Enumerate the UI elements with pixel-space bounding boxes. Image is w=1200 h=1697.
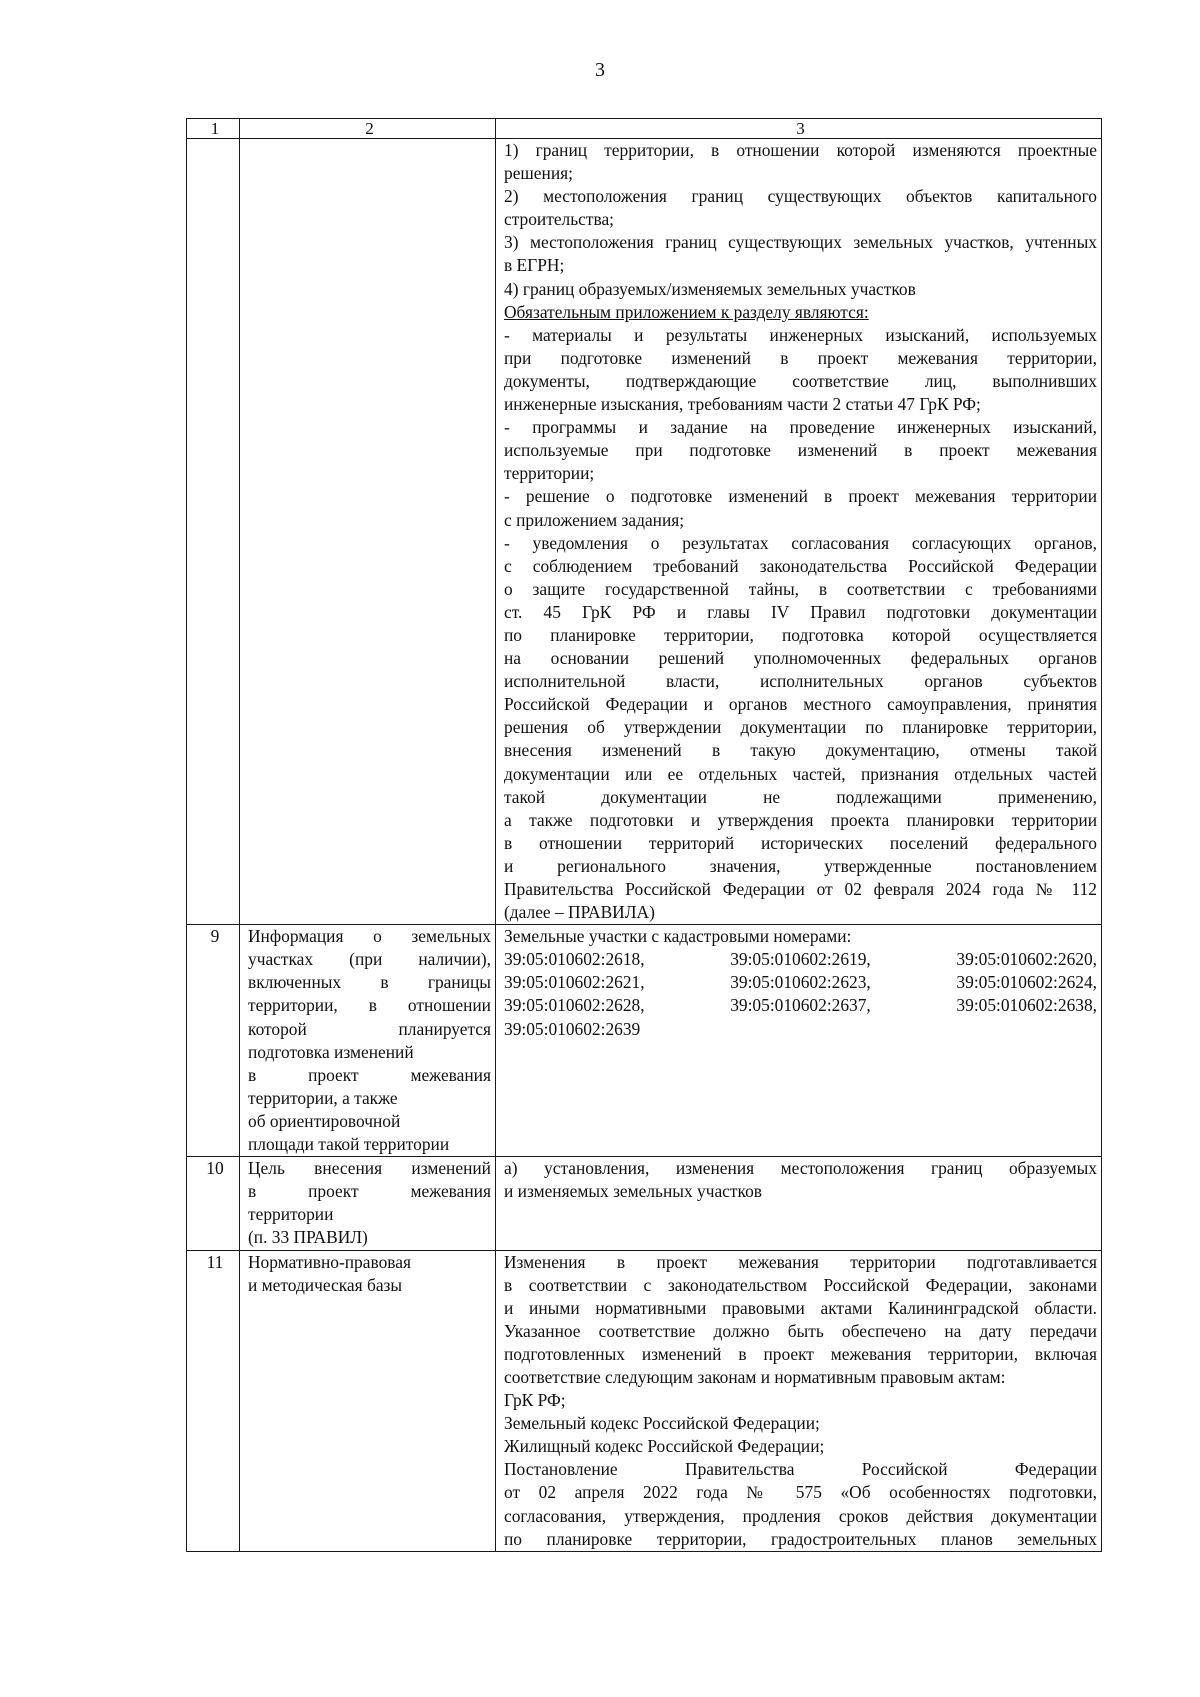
text-line: решения об утверждении документации по планировке территории, (504, 717, 1097, 738)
text-line: - уведомления о результатах согласования согласующих органов, (504, 532, 1097, 553)
cadastral-number: 39:05:010602:2619, (730, 949, 871, 970)
text-line: 4) границ образуемых/изменяемых земельных участков (504, 278, 916, 299)
text-line: при подготовке изменений в проект межевания территории, (504, 347, 1097, 368)
row-content-text (504, 1157, 1097, 1203)
text-line: площади такой территории (248, 1134, 450, 1155)
text-line: и методическая базы (248, 1274, 403, 1295)
cadastral-number: 39:05:010602:2638, (956, 995, 1097, 1016)
text-line: Обязательным приложением к разделу являются: (504, 301, 869, 322)
text-line: такой документации не подлежащими применению, (504, 786, 1097, 807)
table-header-row (187, 119, 1102, 139)
text-line: в ЕГРН; (504, 255, 565, 276)
text-line: и изменяемых земельных участков (504, 1181, 762, 1202)
row-content-cell (496, 1250, 1102, 1551)
row-number-cell (187, 139, 240, 925)
text-line: строительства; (504, 209, 615, 230)
text-line: ГрК РФ; (504, 1390, 566, 1411)
text-line: которой планируется (248, 1018, 491, 1039)
text-line: - материалы и результаты инженерных изысканий, используемых (504, 324, 1097, 345)
text-line: с соблюдением требований законодательства Российской Федерации (504, 555, 1097, 576)
row-label-text (248, 1251, 491, 1297)
text-line: 1) границ территории, в отношении которой изменяются проектные (504, 140, 1097, 160)
text-line: Земельный кодекс Российской Федерации; (504, 1413, 820, 1434)
text-line: территории (248, 1204, 334, 1225)
cadastral-number: 39:05:010602:2621, (504, 972, 645, 993)
row-number: 11 (187, 1250, 240, 1551)
text-line: соответствие следующим законам и нормативным правовым актам: (504, 1366, 1006, 1387)
continued-text (504, 139, 1097, 924)
text-line: с приложением задания; (504, 509, 685, 530)
text-line: и иными нормативными правовыми актами Калининградской области. (504, 1297, 1097, 1318)
header-col-2: 2 (240, 119, 496, 139)
table-row-continued (187, 139, 1102, 925)
text-line: 2) местоположения границ существующих объектов капитального (504, 186, 1097, 207)
row-label-text (248, 1157, 491, 1249)
row-label-cell (240, 139, 496, 925)
cadastral-number: 39:05:010602:2623, (730, 972, 871, 993)
row-number: 9 (187, 925, 240, 1157)
text-line: документации или ее отдельных частей, признания отдельных частей (504, 763, 1097, 784)
cadastral-number-list (504, 948, 1097, 1040)
requirements-table (186, 118, 1102, 1552)
table-row-11 (187, 1250, 1102, 1551)
text-line: а) установления, изменения местоположения границ образуемых (504, 1158, 1097, 1179)
row-label-cell (240, 1157, 496, 1250)
text-line: подготовленных изменений в проект межевания территории, включая (504, 1343, 1097, 1364)
text-line: Правительства Российской Федерации от 02 февраля 2024 года № 112 (504, 879, 1097, 899)
cadastral-number: 39:05:010602:2624, (956, 972, 1097, 993)
text-line: документы, подтверждающие соответствие лиц, выполнивших (504, 370, 1097, 391)
text-line: на основании решений уполномоченных федеральных органов (504, 648, 1097, 669)
table-row-10 (187, 1157, 1102, 1250)
row-content-text (504, 1251, 1097, 1551)
text-line: о защите государственной тайны, в соответствии с требованиями (504, 578, 1097, 599)
text-line: ст. 45 ГрК РФ и главы IV Правил подготовки документации (504, 601, 1097, 622)
text-line: Цель внесения изменений (248, 1158, 491, 1179)
text-line: территории; (504, 463, 595, 484)
text-line: в соответствии с законодательством Российской Федерации, законами (504, 1274, 1097, 1295)
text-line: инженерные изыскания, требованиям части 2 статьи 47 ГрК РФ; (504, 394, 981, 415)
text-line: Информация о земельных (248, 926, 491, 947)
text-line: включенных в границы (248, 972, 491, 993)
text-line: а также подготовки и утверждения проекта планировки территории (504, 809, 1097, 830)
row-content-cell (496, 925, 1102, 1157)
cadastral-number: 39:05:010602:2637, (730, 995, 871, 1016)
text-line: Указанное соответствие должно быть обеспечено на дату передачи (504, 1320, 1097, 1341)
text-line: об ориентировочной (248, 1110, 401, 1131)
text-line: территории, в отношении (248, 995, 491, 1016)
text-line: в проект межевания (248, 1181, 491, 1202)
row-number: 10 (187, 1157, 240, 1250)
text-line: и регионального значения, утвержденные постановлением (504, 855, 1097, 876)
row-content-cell (496, 139, 1102, 925)
text-line: (далее – ПРАВИЛА) (504, 902, 655, 923)
text-line: Изменения в проект межевания территории подготавливается (504, 1251, 1097, 1272)
row-label-text (248, 925, 491, 1156)
cadastral-number: 39:05:010602:2639 (504, 1018, 641, 1039)
text-line: внесения изменений в такую документацию, отмены такой (504, 740, 1097, 761)
page-number: 3 (595, 59, 605, 81)
text-line: территории, а также (248, 1087, 398, 1108)
text-line: используемые при подготовке изменений в проект межевания (504, 440, 1097, 461)
text-line: Постановление Правительства Российской Федерации (504, 1459, 1097, 1480)
header-col-3: 3 (496, 119, 1102, 139)
text-line: - программы и задание на проведение инженерных изысканий, (504, 417, 1097, 438)
header-col-1: 1 (187, 119, 240, 139)
text-line: Жилищный кодекс Российской Федерации; (504, 1436, 825, 1457)
text-line: участках (при наличии), (248, 949, 491, 970)
row-label-cell (240, 925, 496, 1157)
row-label-cell (240, 1250, 496, 1551)
text-line: подготовка изменений (248, 1041, 414, 1062)
text-line: - решение о подготовке изменений в проект межевания территории (504, 486, 1097, 507)
text-line: Нормативно-правовая (248, 1251, 411, 1272)
text-line: решения; (504, 163, 573, 184)
cadastral-number: 39:05:010602:2628, (504, 995, 645, 1016)
text-line: согласования, утверждения, продления сроков действия документации (504, 1505, 1097, 1526)
text-line: от 02 апреля 2022 года № 575 «Об особенностях подготовки, (504, 1482, 1097, 1503)
text-line: по планировке территории, градостроительных планов земельных (504, 1528, 1097, 1549)
text-line: в проект межевания (248, 1064, 491, 1085)
table-row-9 (187, 925, 1102, 1157)
cadastral-number: 39:05:010602:2618, (504, 949, 645, 970)
text-line: Российской Федерации и органов местного самоуправления, принятия (504, 694, 1097, 715)
text-line: (п. 33 ПРАВИЛ) (248, 1227, 368, 1248)
text-line: исполнительной власти, исполнительных органов субъектов (504, 671, 1097, 692)
text-line: в отношении территорий исторических поселений федерального (504, 832, 1097, 853)
cadastral-number: 39:05:010602:2620, (956, 949, 1097, 970)
text-line: 3) местоположения границ существующих земельных участков, учтенных (504, 232, 1097, 253)
text-line: по планировке территории, подготовка которой осуществляется (504, 624, 1097, 645)
row-content-cell (496, 1157, 1102, 1250)
cadastral-intro: Земельные участки с кадастровыми номерами: (504, 926, 852, 947)
